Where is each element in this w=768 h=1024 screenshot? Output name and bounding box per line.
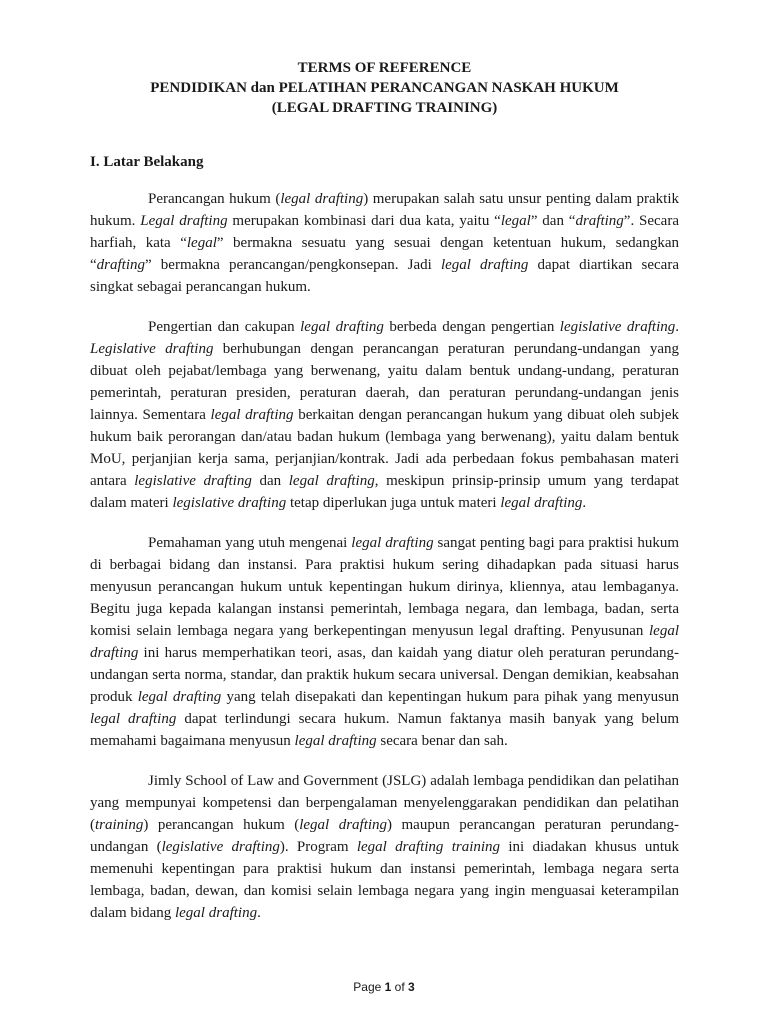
italic-term: legal [500, 213, 531, 229]
text-run: berhubungan dengan perancangan peraturan perundang-undangan yang dibuat oleh pejabat/lembaga yang berwenang, yaitu dalam bentuk undang-undang, peraturan pemerintah, peraturan presiden, peraturan daerah, dan peraturan perundang-undangan jenis lainnya. Sementara [90, 341, 679, 423]
text-run: yang telah disepakati dan kepentingan hukum para pihak yang menyusun [221, 689, 679, 705]
italic-term: legal drafting [174, 905, 258, 921]
text-run: ) perancangan hukum ( [143, 817, 300, 833]
text-run: Pengertian dan cakupan [148, 319, 301, 335]
italic-term: legal drafting [351, 535, 434, 551]
text-run: berkaitan dengan perancangan hukum yang dibuat oleh subjek hukum baik perorangan dan/atau badan hukum (lembaga yang berwenang), yaitu dalam bentuk MoU, perjanjian kerja sama, perjanjian/kontrak. Jadi ada perbedaan fokus pembahasan materi antara [90, 407, 679, 489]
paragraph-1 [90, 188, 679, 298]
italic-term: legal drafting [137, 689, 222, 705]
italic-term: drafting [96, 257, 146, 273]
text-run: ” bermakna perancangan/pengkonsepan. Jadi [145, 257, 441, 273]
italic-term: legal [186, 235, 217, 251]
section-title: I. Latar Belakang [90, 154, 204, 170]
text-run: tetap diperlukan juga untuk materi [286, 495, 501, 511]
heading-line-2: PENDIDIKAN dan PELATIHAN PERANCANGAN NASKAH HUKUM [150, 80, 619, 96]
document-heading [90, 58, 679, 118]
text-run: ini diadakan khusus untuk memenuhi kepentingan para praktisi hukum dan instansi pemerintah, lembaga negara serta lembaga, badan, dewan, dan komisi selain lembaga negara yang ingin menguasai keterampilan dalam bidang [90, 839, 679, 921]
text-run: dan [251, 473, 289, 489]
page-footer [0, 980, 768, 994]
paragraph-2 [90, 316, 679, 514]
italic-term: legislative drafting [161, 839, 280, 855]
italic-term: legal drafting [210, 407, 294, 423]
text-run: merupakan kombinasi dari dua kata, yaitu “ [227, 213, 501, 229]
italic-term: legal drafting [294, 733, 377, 749]
text-run: . [257, 905, 261, 921]
page-word: Page [353, 980, 382, 994]
text-run: , meskipun prinsip-prinsip umum yang terdapat dalam materi [90, 473, 679, 511]
text-run: . [582, 495, 587, 511]
text-run: ”. Secara harfiah, kata “ [90, 213, 679, 251]
italic-term: legislative drafting [134, 473, 252, 489]
text-run: sangat penting bagi para praktisi hukum di berbagai bidang dan instansi. Para praktisi hukum sering dihadapkan pada situasi harus menyusun perancangan hukum untuk kepentingan hukum dirinya, kliennya, atau lembaganya. Begitu juga kepada kalangan instansi pemerintah, lembaga negara, dan lembaga, badan, serta komisi selain lembaga negara yang berkepentingan menyusun legal drafting. Penyusunan [90, 535, 679, 639]
text-run: Pemahaman yang utuh mengenai [148, 535, 352, 551]
text-run: ini harus memperhatikan teori, asas, dan kaidah yang diatur oleh peraturan perundang-undangan serta norma, standar, dan praktik hukum secara universal. Dengan demikian, keabsahan produk [90, 645, 679, 705]
text-run: berbeda dengan pengertian [383, 319, 560, 335]
italic-term: legal drafting training [356, 839, 501, 855]
italic-term: Legal drafting [140, 213, 228, 229]
document-page [90, 58, 679, 998]
text-run: secara benar dan sah. [376, 733, 508, 749]
italic-term: legislative drafting [172, 495, 287, 511]
page-total: 3 [408, 980, 415, 994]
italic-term: legal drafting [280, 191, 364, 207]
italic-term: legal drafting [90, 711, 177, 727]
of-word: of [394, 980, 405, 994]
italic-term: training [95, 817, 144, 833]
text-run: ) maupun perancangan peraturan perundang-undangan ( [90, 817, 679, 855]
heading-line-3: (LEGAL DRAFTING TRAINING) [271, 100, 498, 116]
italic-term: legal drafting [288, 473, 375, 489]
italic-term: legal drafting [299, 817, 388, 833]
italic-term: legal drafting [90, 623, 679, 661]
italic-term: legislative drafting [559, 319, 676, 335]
italic-term: Legislative drafting [90, 341, 214, 357]
page-number: 1 [384, 980, 392, 994]
text-run: . [675, 319, 679, 335]
text-run: dapat diartikan secara singkat sebagai perancangan hukum. [90, 257, 679, 295]
text-run: ” dan “ [530, 213, 576, 229]
text-run: ” bermakna sesuatu yang sesuai dengan ketentuan hukum, sedangkan “ [90, 235, 679, 273]
italic-term: legal drafting [300, 319, 384, 335]
italic-term: legal drafting [440, 257, 529, 273]
text-run: Perancangan hukum ( [148, 191, 281, 207]
text-run: dapat terlindungi secara hukum. Namun faktanya masih banyak yang belum memahami bagaimana menyusun [90, 711, 679, 749]
text-run: Jimly School of Law and Government (JSLG) adalah lembaga pendidikan dan pelatihan yang mempunyai kompetensi dan berpengalaman menyelenggarakan pendidikan dan pelatihan ( [90, 773, 679, 833]
heading-line-1: TERMS OF REFERENCE [297, 60, 472, 76]
paragraph-4 [90, 770, 679, 924]
italic-term: drafting [575, 213, 624, 229]
text-run: ). Program [279, 839, 357, 855]
paragraph-3 [90, 532, 679, 752]
italic-term: legal drafting [500, 495, 583, 511]
text-run: ) merupakan salah satu unsur penting dalam praktik hukum. [90, 191, 680, 229]
